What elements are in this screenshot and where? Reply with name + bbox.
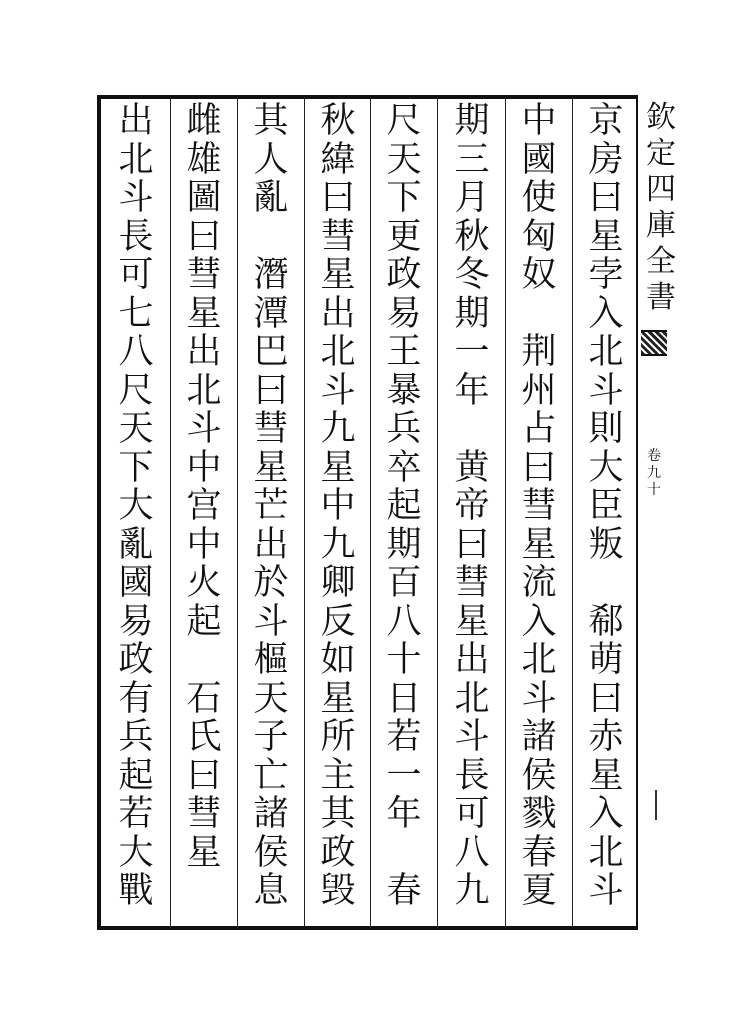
column-char: 星 [186,293,222,334]
column-char: 中 [521,101,557,141]
fold-char: 九 [647,465,661,481]
column-char: 大 [118,832,154,873]
column-char: 日 [386,678,422,719]
column-char: 百 [386,563,422,603]
column-char: 曰 [588,178,624,218]
column-char: 天 [386,139,422,180]
column-char: 星 [253,447,289,488]
column-char: 九 [454,871,490,911]
column-char: 奴 [521,255,557,295]
column-char: 雄 [186,139,222,180]
column-char: 若 [118,794,154,834]
column-char: 北 [588,832,624,873]
text-column-1 [580,102,632,922]
column-char: 夏 [521,871,557,911]
column-char: 北 [454,678,490,719]
column-char: 國 [118,563,154,603]
column-char: 更 [386,216,422,257]
column-char: 彗 [186,794,222,834]
column-char: 冬 [454,255,490,295]
column-space [446,410,498,449]
column-rule [505,97,506,926]
fold-char: 庫 [646,208,676,243]
column-char: 火 [186,563,222,603]
column-char: 曰 [588,678,624,719]
column-char: 三 [454,139,490,180]
column-char: 起 [118,755,154,796]
column-space [378,834,430,873]
text-column-3 [446,102,498,922]
column-char: 其 [320,794,356,834]
column-char: 亡 [253,755,289,796]
column-space [245,218,297,257]
column-char: 中 [186,524,222,565]
column-char: 期 [454,101,490,141]
fold-fishtail-mark [641,330,667,356]
column-char: 曰 [253,370,289,411]
column-char: 彗 [521,486,557,526]
column-char: 入 [588,293,624,334]
column-char: 星 [186,832,222,873]
column-char: 入 [521,601,557,642]
column-char: 八 [454,832,490,873]
column-char: 中 [320,486,356,526]
column-char: 星 [454,601,490,642]
column-char: 秋 [320,101,356,141]
column-char: 尺 [386,101,422,141]
column-char: 人 [253,139,289,180]
column-char: 政 [320,832,356,873]
column-char: 帝 [454,486,490,526]
column-char: 可 [454,794,490,834]
column-char: 北 [320,332,356,372]
column-char: 暴 [386,370,422,411]
text-column-8 [110,102,162,922]
column-char: 京 [588,101,624,141]
column-char: 一 [454,332,490,372]
column-char: 斗 [118,178,154,218]
fold-char: 卷 [647,448,661,464]
column-char: 政 [386,255,422,295]
text-column-2 [513,102,565,922]
column-char: 期 [386,524,422,565]
column-char: 赤 [588,717,624,757]
column-char: 戰 [118,871,154,911]
column-char: 秋 [454,216,490,257]
column-char: 雌 [186,101,222,141]
column-char: 息 [253,871,289,911]
column-char: 曰 [320,178,356,218]
column-char: 黄 [454,447,490,488]
column-char: 子 [253,717,289,757]
column-char: 天 [118,409,154,449]
column-char: 戮 [521,794,557,834]
column-char: 侯 [253,832,289,873]
column-char: 流 [521,563,557,603]
column-char: 兵 [118,717,154,757]
column-char: 斗 [454,717,490,757]
column-char: 北 [118,139,154,180]
column-rule [237,97,238,926]
column-char: 主 [320,755,356,796]
column-char: 天 [253,678,289,719]
column-char: 曰 [186,755,222,796]
column-char: 出 [454,640,490,680]
column-char: 春 [521,832,557,873]
column-char: 起 [386,486,422,526]
column-char: 星 [320,255,356,295]
column-char: 星 [521,524,557,565]
column-char: 緯 [320,139,356,180]
column-char: 亂 [118,524,154,565]
fold-char: 定 [646,136,676,171]
column-char: 出 [186,332,222,372]
column-char: 臣 [588,486,624,526]
column-rule [370,97,371,926]
column-char: 毁 [320,871,356,911]
column-char: 入 [588,794,624,834]
column-char: 年 [386,794,422,834]
column-rule [437,97,438,926]
fold-juan-number [642,448,666,499]
fold-char: 書 [646,280,676,315]
column-char: 春 [386,871,422,911]
column-char: 荆 [521,332,557,372]
column-space [580,564,632,603]
column-char: 如 [320,640,356,680]
column-char: 侯 [521,755,557,796]
text-column-4 [378,102,430,922]
column-char: 出 [320,293,356,334]
column-char: 其 [253,101,289,141]
column-char: 若 [386,717,422,757]
column-char: 彗 [186,255,222,295]
column-char: 八 [118,332,154,372]
column-char: 芒 [253,486,289,526]
column-char: 匈 [521,216,557,257]
column-char: 曰 [454,524,490,565]
column-char: 曰 [521,447,557,488]
column-char: 下 [386,178,422,218]
column-char: 十 [386,640,422,680]
column-char: 郗 [588,601,624,642]
column-char: 諸 [253,794,289,834]
column-char: 中 [186,447,222,488]
column-char: 政 [118,640,154,680]
column-char: 易 [386,293,422,334]
fold-edge-mark [655,790,657,820]
column-char: 卒 [386,447,422,488]
column-char: 七 [118,293,154,334]
column-char: 諸 [521,717,557,757]
column-char: 斗 [186,409,222,449]
column-space [178,641,230,680]
column-char: 於 [253,563,289,603]
column-char: 八 [386,601,422,642]
column-char: 期 [454,293,490,334]
column-char: 州 [521,370,557,411]
text-column-6 [245,102,297,922]
column-char: 兵 [386,409,422,449]
column-char: 九 [320,409,356,449]
column-char: 所 [320,717,356,757]
column-char: 使 [521,178,557,218]
column-char: 則 [588,409,624,449]
column-char: 彗 [253,409,289,449]
column-rule [170,97,171,926]
text-column-7 [178,102,230,922]
column-char: 北 [588,332,624,372]
column-char: 樞 [253,640,289,680]
fold-title [641,100,681,316]
column-char: 星 [320,447,356,488]
column-char: 曰 [186,216,222,257]
column-char: 斗 [253,601,289,642]
column-char: 北 [186,370,222,411]
column-char: 巴 [253,332,289,372]
column-char: 圖 [186,178,222,218]
column-char: 斗 [521,678,557,719]
column-char: 萌 [588,640,624,680]
column-char: 有 [118,678,154,719]
column-char: 亂 [253,178,289,218]
text-column-5 [312,102,364,922]
column-char: 房 [588,139,624,180]
fold-char: 四 [646,172,676,207]
column-char: 年 [454,370,490,411]
column-char: 國 [521,139,557,180]
column-char: 長 [118,216,154,257]
column-char: 王 [386,332,422,372]
fold-char: 全 [646,244,676,279]
column-char: 九 [320,524,356,565]
column-char: 卿 [320,563,356,603]
column-char: 易 [118,601,154,642]
column-rule [572,97,573,926]
column-char: 起 [186,601,222,642]
column-char: 孛 [588,255,624,295]
column-char: 宫 [186,486,222,526]
column-char: 一 [386,755,422,796]
column-char: 星 [588,216,624,257]
fold-char: 十 [647,482,661,498]
fold-char: 欽 [646,100,676,135]
column-space [513,295,565,334]
column-char: 占 [521,409,557,449]
column-char: 潭 [253,293,289,334]
column-char: 石 [186,678,222,719]
column-char: 彗 [320,216,356,257]
column-char: 出 [253,524,289,565]
column-char: 斗 [588,370,624,411]
column-char: 下 [118,447,154,488]
column-char: 星 [588,755,624,796]
column-char: 斗 [320,370,356,411]
column-char: 北 [521,640,557,680]
column-char: 長 [454,755,490,796]
column-char: 星 [320,678,356,719]
column-char: 月 [454,178,490,218]
column-char: 潛 [253,255,289,295]
column-char: 彗 [454,563,490,603]
column-char: 氏 [186,717,222,757]
column-char: 大 [588,447,624,488]
column-char: 可 [118,255,154,295]
column-char: 反 [320,601,356,642]
column-char: 出 [118,101,154,141]
column-char: 斗 [588,871,624,911]
column-char: 尺 [118,370,154,411]
column-char: 叛 [588,524,624,565]
column-char: 大 [118,486,154,526]
